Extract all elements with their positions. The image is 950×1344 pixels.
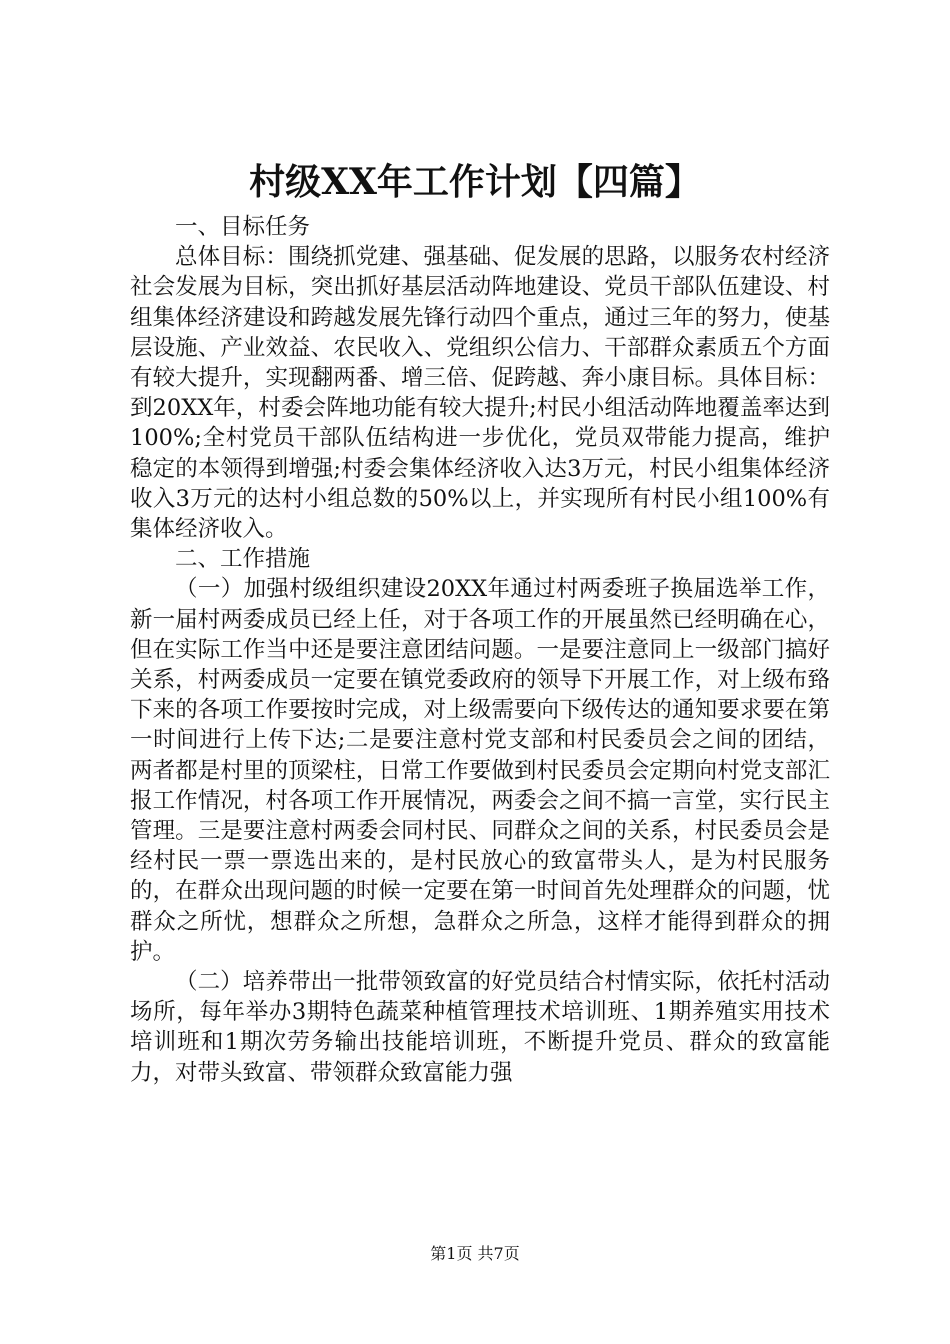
paragraph-overall-goals: 总体目标：围绕抓党建、强基础、促发展的思路，以服务农村经济社会发展为目标，突出抓好基层活动阵地建设、党员干部队伍建设、村组集体经济建设和跨越发展先锋行动四个重点，通过三年的努力，使基层设施、产业效益、农民收入、党组织公信力、干部群众素质五个方面有较大提升，实现翻两番、增三倍、促跨越、奔小康目标。具体目标：到20XX年，村委会阵地功能有较大提升;村民小组活动阵地覆盖率达到100%;全村党员干部队伍结构进一步优化，党员双带能力提高，维护稳定的本领得到增强;村委会集体经济收入达3万元，村民小组集体经济收入3万元的达村小组总数的50%以上，并实现所有村民小组100%有集体经济收入。	[130, 244, 830, 543]
page-footer: 第1页 共7页	[430, 1244, 520, 1263]
document-body	[130, 212, 830, 1088]
paragraph-measure-1: （一）加强村级组织建设20XX年通过村两委班子换届选举工作，新一届村两委成员已经上任，对于各项工作的开展虽然已经明确在心，但在实际工作当中还是要注意团结问题。一是要注意同上一级部门搞好关系，村两委成员一定要在镇党委政府的领导下开展工作，对上级布臵下来的各项工作要按时完成，对上级需要向下级传达的通知要求要在第一时间进行上传下达;二是要注意村党支部和村民委员会之间的团结，两者都是村里的顶梁柱，日常工作要做到村民委员会定期向村党支部汇报工作情况，村各项工作开展情况，两委会之间不搞一言堂，实行民主管理。三是要注意村两委会同村民、同群众之间的关系，村民委员会是经村民一票一票选出来的，是村民放心的致富带头人，是为村民服务的，在群众出现问题的时候一定要在第一时间首先处理群众的问题，忧群众之所忧，想群众之所想，急群众之所急，这样才能得到群众的拥护。	[130, 576, 830, 965]
section-heading-measures: 二、工作措施	[175, 546, 311, 573]
document-title: 村级XX年工作计划【四篇】	[249, 161, 701, 203]
section-heading-goals: 一、目标任务	[175, 214, 311, 240]
paragraph-measure-2: （二）培养带出一批带领致富的好党员结合村情实际，依托村活动场所，每年举办3期特色蔬菜种植管理技术培训班、1期养殖实用技术培训班和1期次劳务输出技能培训班，不断提升党员、群众的致富能力，对带头致富、带领群众致富能力强	[130, 969, 830, 1086]
